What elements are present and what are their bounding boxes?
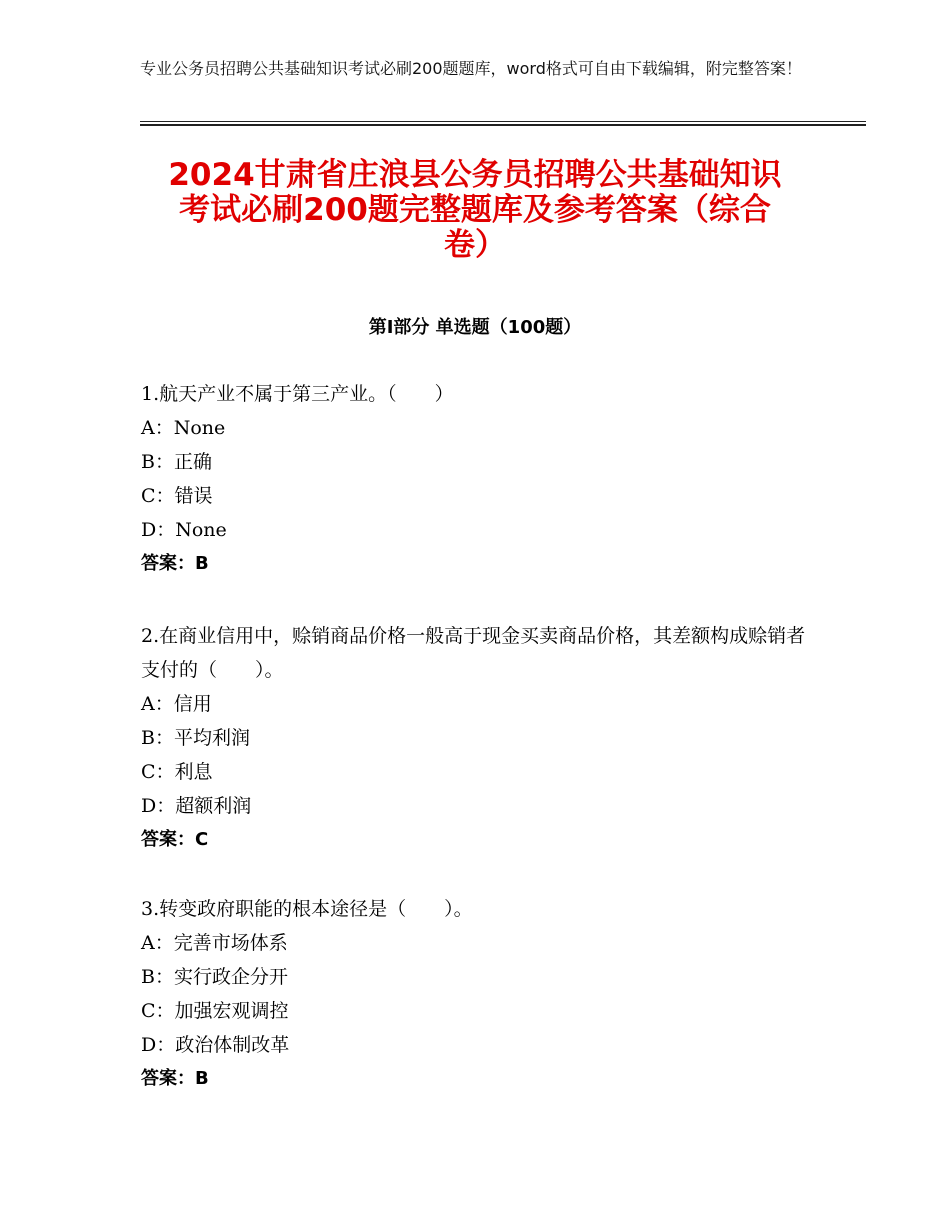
answer: 答案：C bbox=[141, 829, 209, 850]
header-divider-thin bbox=[140, 121, 866, 122]
option-c: C：加强宏观调控 bbox=[141, 1000, 289, 1022]
question-2 bbox=[141, 619, 821, 857]
option-d: D：政治体制改革 bbox=[141, 1034, 290, 1056]
option-d: D：超额利润 bbox=[141, 795, 252, 817]
option-c: C：错误 bbox=[141, 485, 213, 507]
answer: 答案：B bbox=[141, 553, 209, 574]
option-d: D：None bbox=[141, 519, 227, 541]
question-stem: 2.在商业信用中，赊销商品价格一般高于现金买卖商品价格，其差额构成赊销者支付的（ ）。 bbox=[141, 625, 806, 681]
option-b: B：正确 bbox=[141, 451, 212, 473]
answer: 答案：B bbox=[141, 1068, 209, 1089]
option-a: A：None bbox=[141, 417, 226, 439]
question-3 bbox=[141, 892, 821, 1096]
question-stem: 1.航天产业不属于第三产业。（ ） bbox=[141, 383, 454, 405]
question-stem: 3.转变政府职能的根本途径是（ ）。 bbox=[141, 898, 473, 920]
option-a: A：完善市场体系 bbox=[141, 932, 288, 954]
document-title-line-2: 考试必刷200题完整题库及参考答案（综合 bbox=[179, 192, 771, 228]
option-a: A：信用 bbox=[141, 693, 212, 715]
option-b: B：实行政企分开 bbox=[141, 966, 288, 988]
header-divider-thick bbox=[140, 124, 866, 126]
option-b: B：平均利润 bbox=[141, 727, 250, 749]
option-c: C：利息 bbox=[141, 761, 213, 783]
document-title-line-3: 卷） bbox=[444, 227, 506, 263]
question-1 bbox=[141, 377, 821, 581]
header-note: 专业公务员招聘公共基础知识考试必刷200题题库，word格式可自由下载编辑，附完整答案！ bbox=[140, 59, 802, 78]
document-title-line-1: 2024甘肃省庄浪县公务员招聘公共基础知识 bbox=[168, 157, 782, 193]
section-title: 第Ⅰ部分 单选题（100题） bbox=[368, 317, 582, 338]
document-title bbox=[120, 158, 830, 263]
